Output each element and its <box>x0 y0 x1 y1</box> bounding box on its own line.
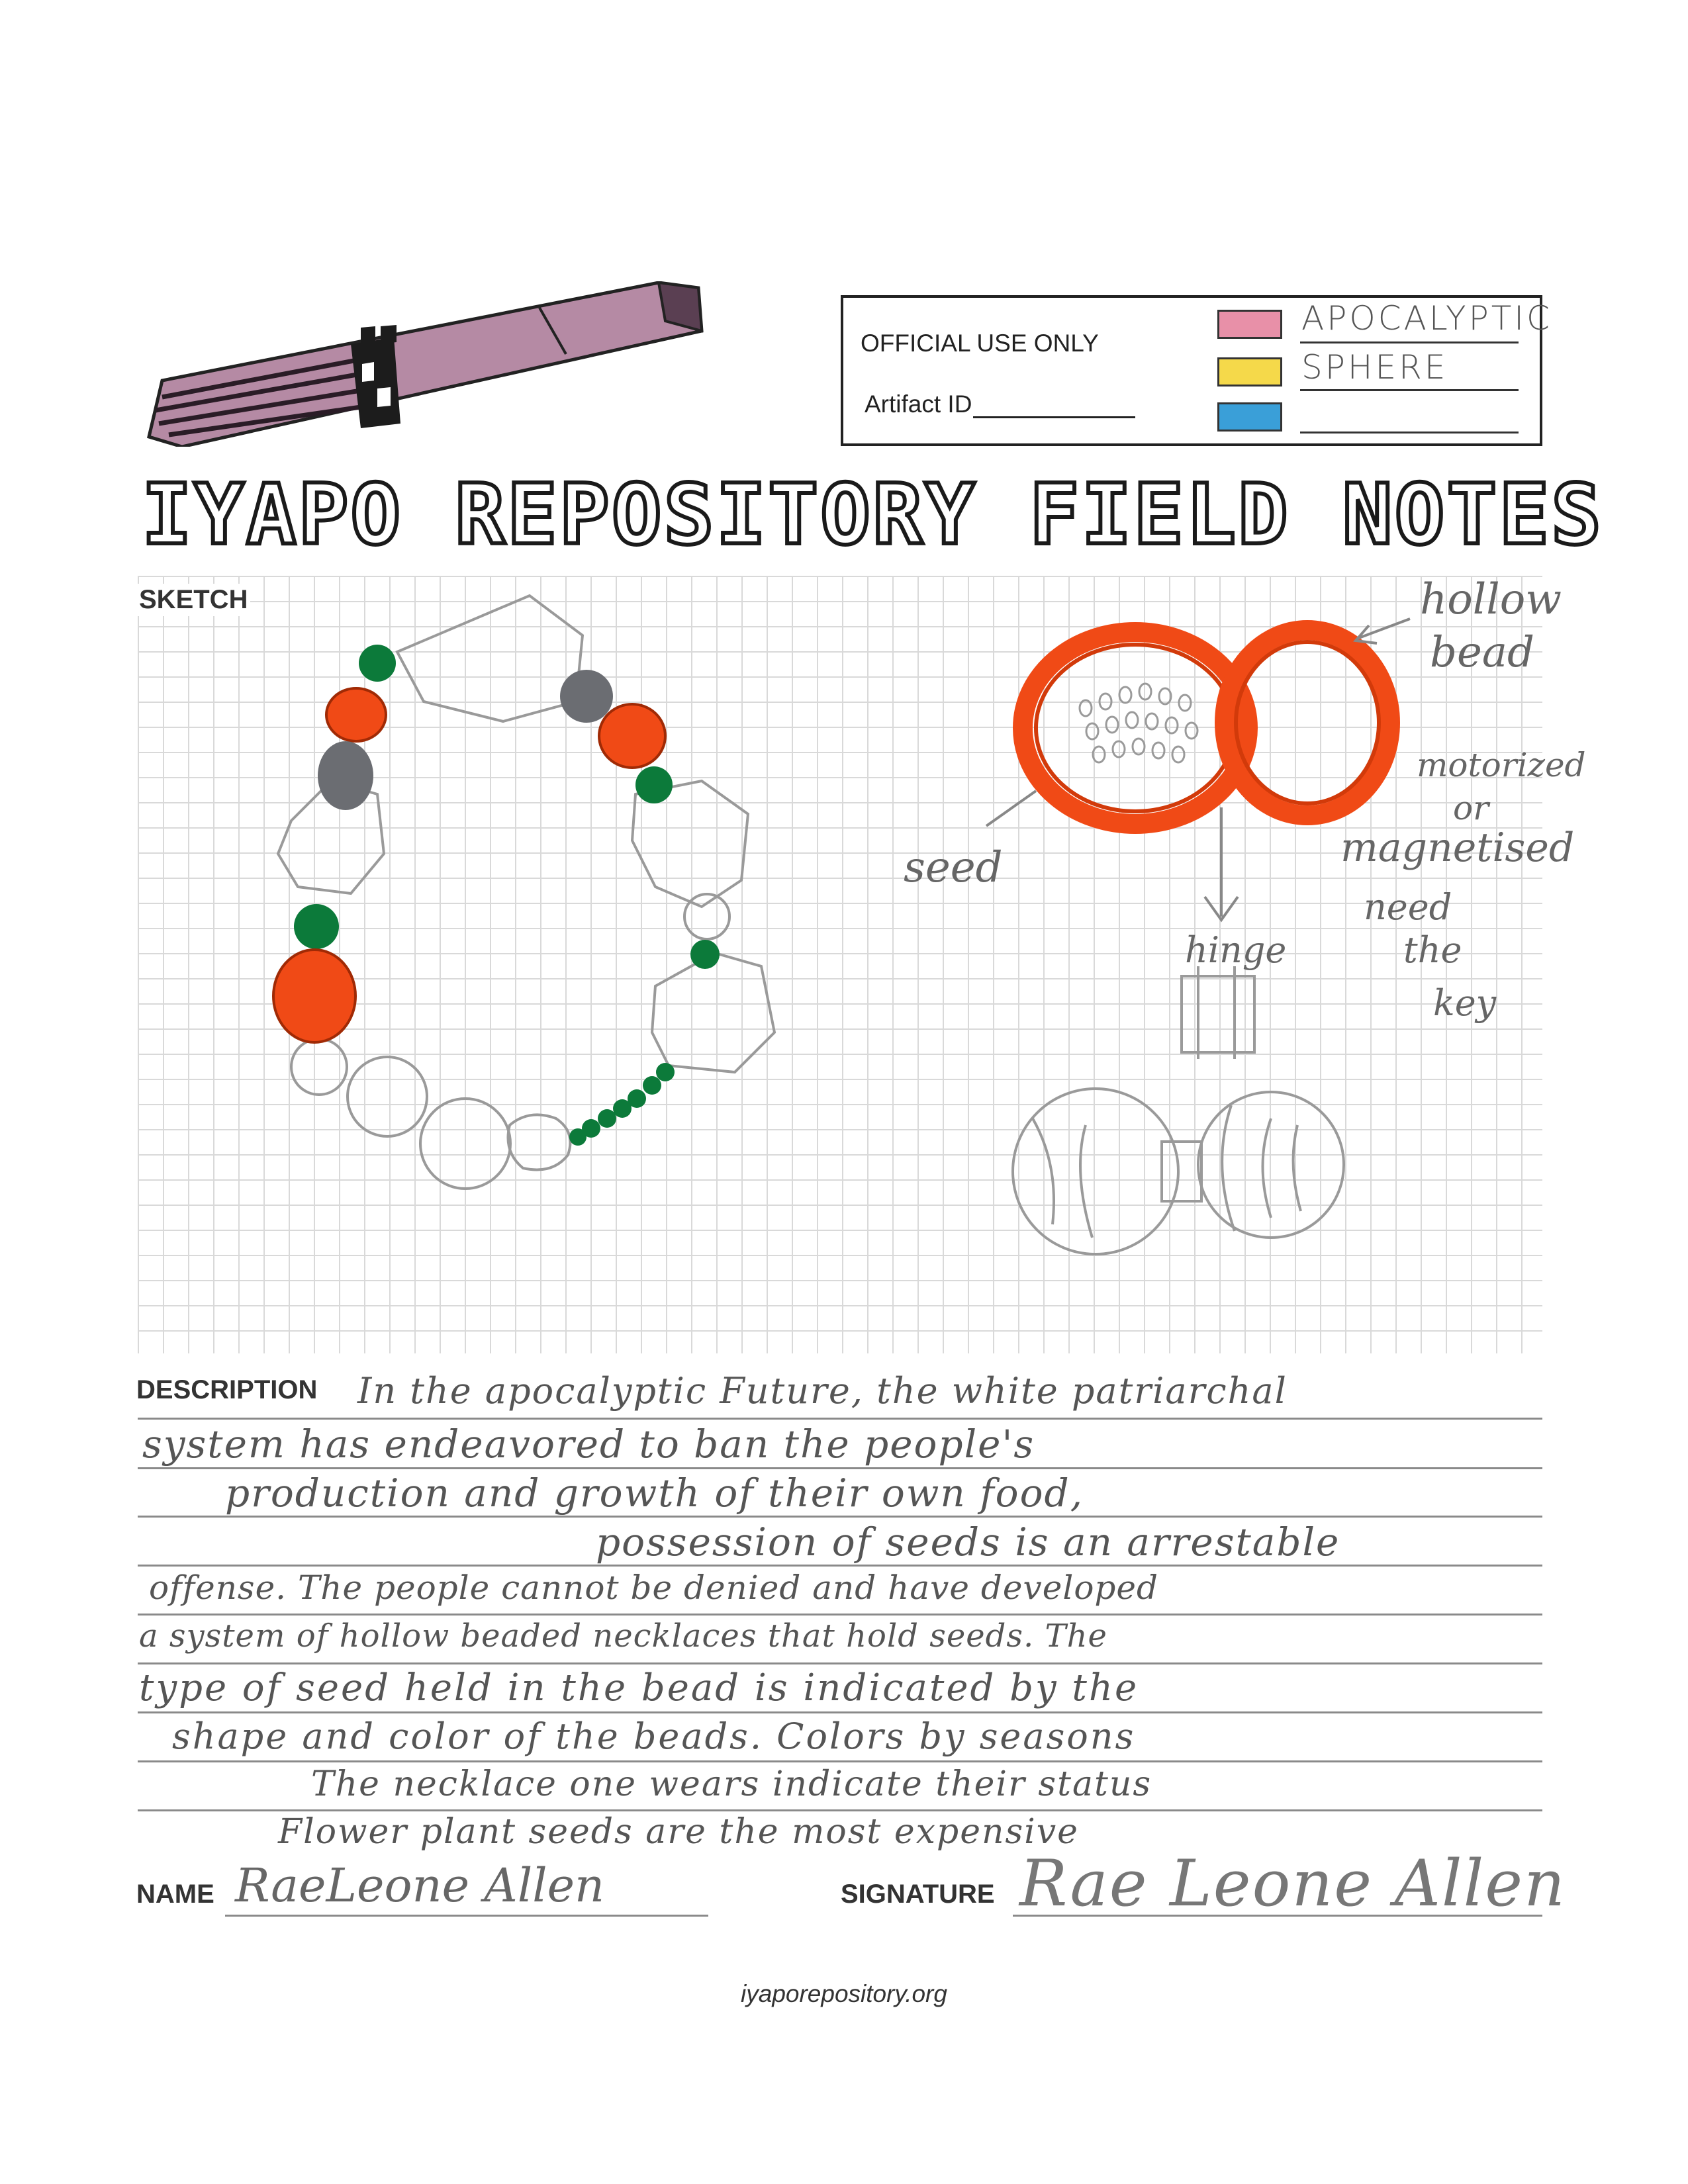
description-line: In the apocalyptic Future, the white patriarchal <box>357 1370 1288 1412</box>
note-need: need <box>1364 886 1452 928</box>
artifact-id-label: Artifact ID <box>865 390 972 418</box>
note-or: or <box>1453 789 1489 827</box>
note-the: the <box>1403 929 1462 971</box>
note-key: key <box>1433 982 1497 1024</box>
description-line: system has endeavored to ban the people's <box>142 1422 1035 1467</box>
name-value: RaeLeone Allen <box>235 1858 605 1913</box>
description-line: The necklace one wears indicate their status <box>311 1764 1152 1804</box>
footer-url: iyaporepository.org <box>741 1980 947 2007</box>
note-motorized: motorized <box>1417 746 1586 784</box>
note-hollow: hollow <box>1420 575 1562 624</box>
signature-line <box>1013 1915 1542 1917</box>
description-rule-3 <box>138 1516 1542 1518</box>
note-magnetised: magnetised <box>1340 825 1575 871</box>
description-rule-7 <box>138 1711 1542 1713</box>
category-label-1: APOCALYPTIC <box>1301 299 1552 338</box>
necklace-sketch <box>278 596 774 1189</box>
open-sphere-drawing <box>1013 1089 1344 1254</box>
note-seed: seed <box>904 843 1003 892</box>
description-label: DESCRIPTION <box>136 1375 318 1404</box>
description-line: Flower plant seeds are the most expensive <box>278 1812 1079 1852</box>
signature-label: SIGNATURE <box>841 1880 995 1909</box>
category-label-2: SPHERE <box>1301 348 1448 387</box>
description-rule-9 <box>138 1809 1542 1811</box>
description-rule-6 <box>138 1662 1542 1664</box>
description-line: type of seed held in the bead is indicated by the <box>139 1666 1139 1709</box>
description-rule-8 <box>138 1760 1542 1762</box>
description-rule-5 <box>138 1614 1542 1615</box>
description-rule-1 <box>138 1418 1542 1420</box>
seed-cluster <box>1080 684 1197 762</box>
note-hinge: hinge <box>1185 929 1287 971</box>
sketch-label: SKETCH <box>136 584 250 616</box>
description-line: possession of seeds is an arrestable <box>596 1520 1340 1565</box>
page-title: IYAPO REPOSITORY FIELD NOTES <box>142 466 1604 563</box>
description-line: shape and color of the beads. Colors by seasons <box>172 1715 1136 1757</box>
name-line <box>225 1915 708 1917</box>
description-line: a system of hollow beaded necklaces that hold seeds. The <box>139 1617 1107 1655</box>
hinge-drawing <box>1182 966 1254 1059</box>
description-rule-4 <box>138 1565 1542 1567</box>
description-rule-2 <box>138 1467 1542 1469</box>
note-bead: bead <box>1430 628 1534 677</box>
signature-value: Rae Leone Allen <box>1019 1846 1566 1921</box>
description-line: offense. The people cannot be denied and have developed <box>149 1569 1159 1607</box>
description-line: production and growth of their own food, <box>225 1471 1084 1516</box>
name-label: NAME <box>136 1880 214 1909</box>
official-use-title: OFFICIAL USE ONLY <box>861 330 1099 357</box>
